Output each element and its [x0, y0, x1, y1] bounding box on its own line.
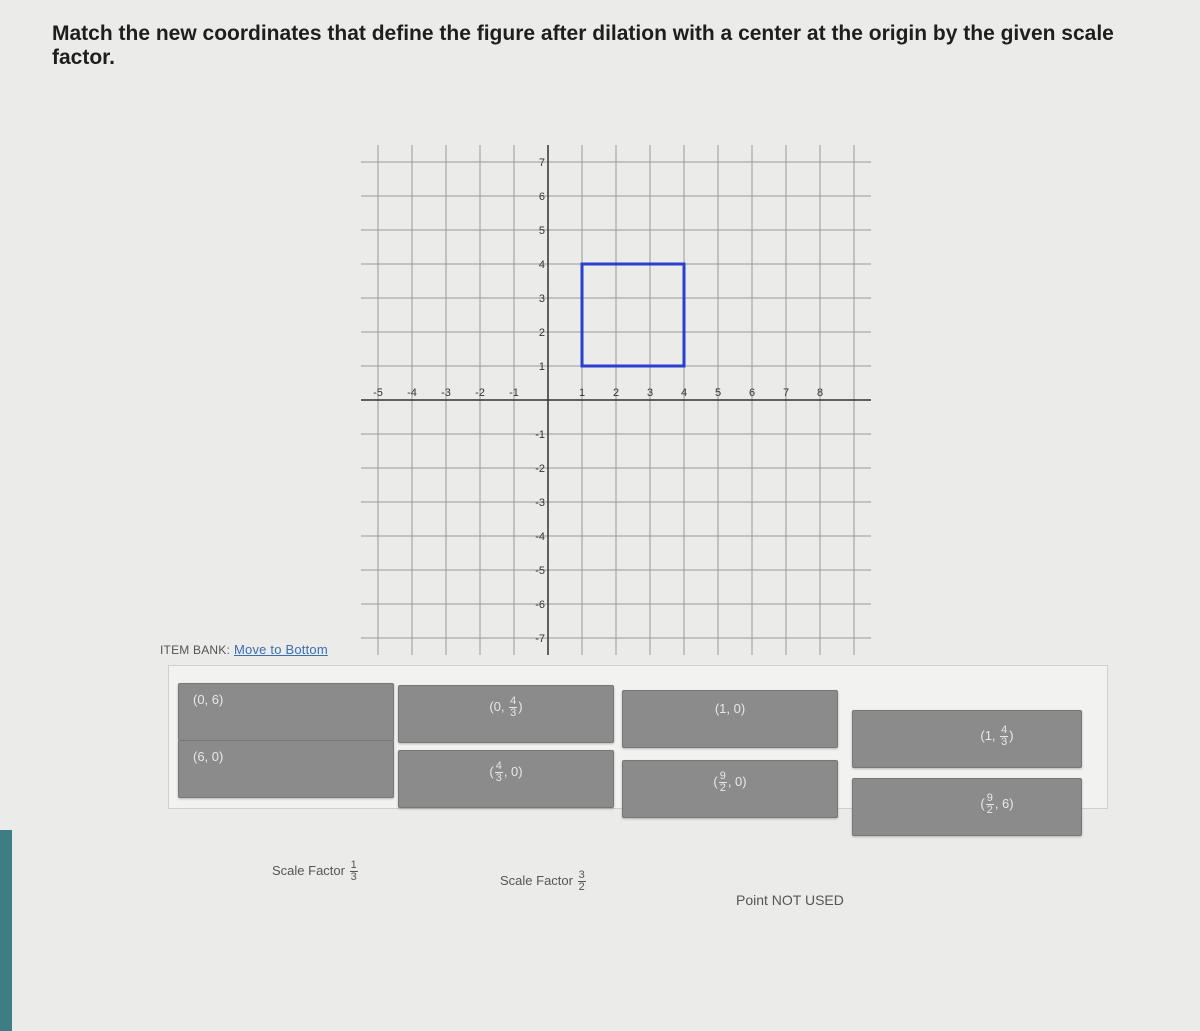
tile-6-0[interactable]: [178, 740, 394, 798]
coordinate-grid: [370, 78, 890, 645]
y-tick-label: -7: [535, 633, 545, 645]
item-bank-header: [160, 642, 328, 657]
question-text: Match the new coordinates that define the figure after dilation with a center at the origin by the given scale factor.: [52, 22, 1114, 69]
tile-1-0[interactable]: [622, 690, 838, 748]
tile-9over2-6[interactable]: [852, 778, 1082, 836]
fraction: $\frac{1}{3}$: [350, 859, 357, 883]
y-tick-label: -2: [535, 463, 545, 475]
x-tick-label: -5: [373, 387, 383, 399]
tile-1-4over3[interactable]: [852, 710, 1082, 768]
tile-label: (1, 0): [714, 701, 746, 716]
x-tick-label: 2: [612, 387, 620, 399]
fraction: $\frac{9}{2}$: [986, 792, 993, 816]
x-tick-label: 7: [782, 387, 790, 399]
tile-label: (1, $\frac{4}{3}$ ): [980, 724, 1014, 748]
figure-rectangle: [582, 264, 684, 366]
y-tick-label: 4: [538, 259, 545, 271]
fraction: $\frac{4}{3}$: [510, 695, 517, 719]
y-tick-label: 2: [538, 327, 545, 339]
fraction: $\frac{3}{2}$: [578, 869, 585, 893]
y-tick-label: -1: [535, 429, 545, 441]
x-tick-label: 3: [646, 387, 654, 399]
tile-label: ( $\frac{9}{2}$ , 0): [713, 770, 747, 794]
tile-9over2-0[interactable]: [622, 760, 838, 818]
tile-label: (0, $\frac{4}{3}$ ): [489, 695, 523, 719]
x-tick-label: -1: [509, 387, 519, 399]
x-tick-label: 4: [680, 387, 688, 399]
x-tick-label: -4: [407, 387, 417, 399]
x-tick-label: 1: [578, 387, 586, 399]
x-tick-label: -2: [475, 387, 485, 399]
x-tick-label: -3: [441, 387, 451, 399]
tile-label: (0, 6): [193, 692, 224, 707]
y-tick-label: 5: [538, 225, 545, 237]
x-tick-label: 5: [714, 387, 722, 399]
tile-4over3-0[interactable]: [398, 750, 614, 808]
drop-target-scale-factor-one-third[interactable]: Scale Factor $\frac{1}{3}$: [272, 859, 357, 883]
y-tick-label: -4: [535, 531, 545, 543]
tile-label: ( $\frac{4}{3}$ , 0): [489, 760, 523, 784]
y-tick-label: -3: [535, 497, 545, 509]
tile-label: ( $\frac{9}{2}$ , 6): [980, 792, 1014, 816]
y-tick-label: 6: [538, 191, 545, 203]
x-tick-label: 6: [748, 387, 756, 399]
y-tick-label: 7: [538, 157, 545, 169]
fraction: $\frac{4}{3}$: [495, 760, 502, 784]
move-to-bottom-link[interactable]: Move to Bottom: [234, 642, 328, 657]
y-tick-label: 3: [538, 293, 545, 305]
fraction: $\frac{9}{2}$: [719, 770, 726, 794]
tile-label: (6, 0): [193, 749, 224, 764]
x-tick-label: 8: [816, 387, 824, 399]
y-tick-label: 1: [538, 361, 545, 373]
y-tick-label: -5: [535, 565, 545, 577]
tile-0-4over3[interactable]: [398, 685, 614, 743]
item-bank-label: ITEM BANK:: [160, 643, 231, 657]
y-tick-label: -6: [535, 599, 545, 611]
drop-target-point-not-used[interactable]: Point NOT USED: [736, 892, 844, 908]
tile-0-6[interactable]: [178, 683, 394, 741]
fraction: $\frac{4}{3}$: [1001, 724, 1008, 748]
background-edge: [0, 830, 12, 1031]
drop-target-scale-factor-three-halves[interactable]: Scale Factor $\frac{3}{2}$: [500, 869, 585, 893]
